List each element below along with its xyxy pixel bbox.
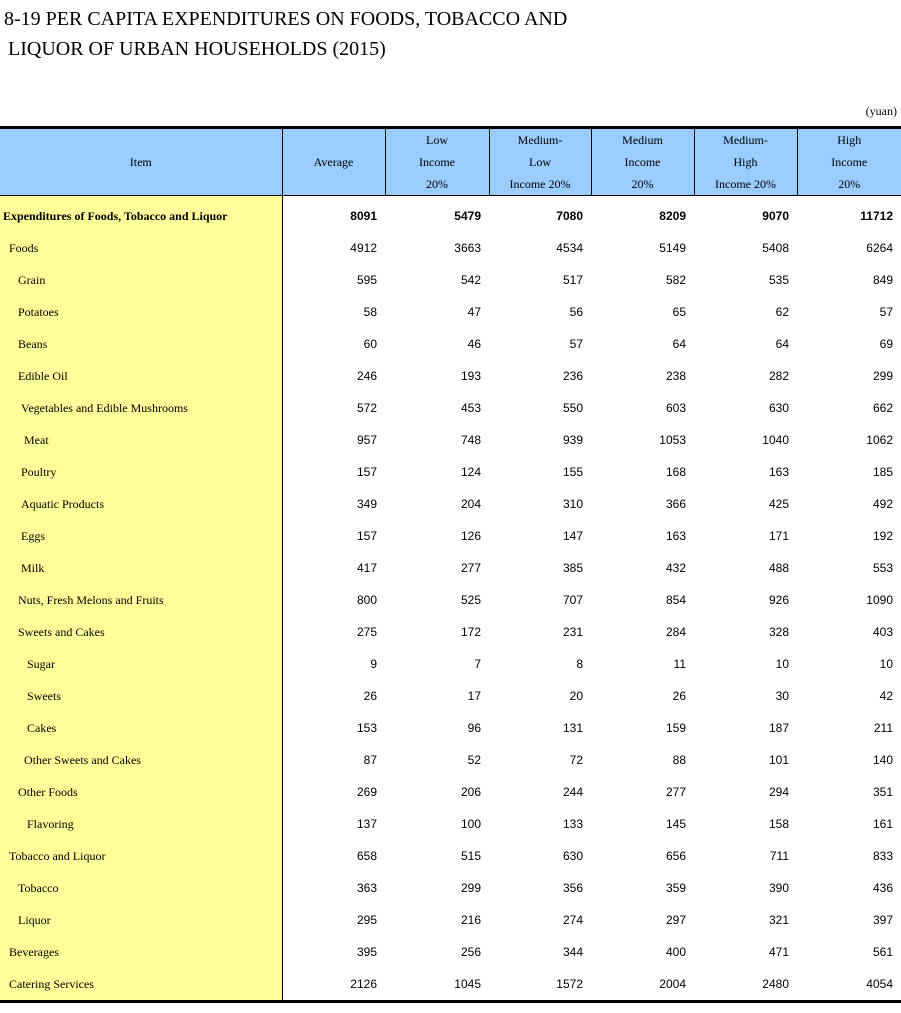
row-item-label: Catering Services xyxy=(0,968,282,1002)
row-value-cell: 62 xyxy=(775,305,789,319)
row-value-cell: 64 xyxy=(672,337,686,351)
row-value-cell: 5479 xyxy=(454,209,481,223)
row-value-cell: 101 xyxy=(768,753,789,767)
row-value-cell: 471 xyxy=(768,945,789,959)
row-value-cell: 349 xyxy=(356,497,377,511)
row-value-cell: 185 xyxy=(872,465,893,479)
row-item-label: Sweets xyxy=(0,680,282,712)
title-line-2: LIQUOR OF URBAN HOUSEHOLDS (2015) xyxy=(8,38,386,60)
table-row xyxy=(0,456,901,488)
row-value-cell: 572 xyxy=(356,401,377,415)
table-row xyxy=(0,744,901,776)
row-value-cell: 163 xyxy=(665,529,686,543)
row-value-cell: 206 xyxy=(460,785,481,799)
row-value-cell: 277 xyxy=(460,561,481,575)
row-value-cell: 939 xyxy=(562,433,583,447)
row-value-cell: 275 xyxy=(356,625,377,639)
row-value-cell: 707 xyxy=(562,593,583,607)
row-item-label: Edible Oil xyxy=(0,360,282,392)
row-item-label: Potatoes xyxy=(0,296,282,328)
row-value-cell: 603 xyxy=(665,401,686,415)
column-header-line: 20% xyxy=(631,177,654,191)
table-row xyxy=(0,264,901,296)
row-value-cell: 192 xyxy=(872,529,893,543)
column-header xyxy=(489,128,591,196)
row-value-cell: 1053 xyxy=(659,433,686,447)
row-value-cell: 436 xyxy=(872,881,893,895)
row-value-cell: 216 xyxy=(460,913,481,927)
table-row xyxy=(0,232,901,264)
row-value-cell: 4912 xyxy=(350,241,377,255)
row-value-cell: 417 xyxy=(356,561,377,575)
row-value-cell: 133 xyxy=(562,817,583,831)
row-value-cell: 100 xyxy=(460,817,481,831)
row-item-label: Vegetables and Edible Mushrooms xyxy=(0,392,282,424)
row-value-cell: 366 xyxy=(665,497,686,511)
column-header-line: Income xyxy=(419,155,455,169)
row-item-label: Aquatic Products xyxy=(0,488,282,520)
row-value-cell: 42 xyxy=(879,689,893,703)
row-item-label: Poultry xyxy=(0,456,282,488)
column-header xyxy=(797,128,901,196)
row-value-cell: 47 xyxy=(467,305,481,319)
row-value-cell: 833 xyxy=(872,849,893,863)
row-item-label: Other Sweets and Cakes xyxy=(0,744,282,776)
row-value-cell: 155 xyxy=(562,465,583,479)
row-value-cell: 187 xyxy=(768,721,789,735)
row-value-cell: 147 xyxy=(562,529,583,543)
row-value-cell: 157 xyxy=(356,529,377,543)
row-item-label: Expenditures of Foods, Tobacco and Liquor xyxy=(0,196,282,233)
row-value-cell: 211 xyxy=(873,721,893,735)
row-value-cell: 1062 xyxy=(866,433,893,447)
table-row xyxy=(0,936,901,968)
table-row xyxy=(0,328,901,360)
row-value-cell: 153 xyxy=(356,721,377,735)
row-value-cell: 957 xyxy=(356,433,377,447)
column-header-line: Income xyxy=(624,155,661,169)
row-value-cell: 1045 xyxy=(385,968,489,1002)
row-value-cell: 2480 xyxy=(694,968,797,1002)
table-title xyxy=(4,4,567,64)
row-value-cell: 351 xyxy=(872,785,893,799)
row-value-cell: 561 xyxy=(872,945,893,959)
row-value-cell: 64 xyxy=(775,337,789,351)
row-value-cell: 630 xyxy=(562,849,583,863)
column-header-line: Medium- xyxy=(517,133,563,147)
column-header-line: 20% xyxy=(838,177,861,191)
row-value-cell: 11712 xyxy=(860,209,893,223)
row-value-cell: 854 xyxy=(665,593,686,607)
row-value-cell: 525 xyxy=(460,593,481,607)
row-value-cell: 582 xyxy=(665,273,686,287)
row-item-label: Grain xyxy=(0,264,282,296)
row-value-cell: 8091 xyxy=(350,209,377,223)
table-row xyxy=(0,488,901,520)
row-value-cell: 385 xyxy=(562,561,583,575)
row-value-cell: 58 xyxy=(363,305,377,319)
row-value-cell: 515 xyxy=(460,849,481,863)
row-value-cell: 159 xyxy=(665,721,686,735)
row-item-label: Flavoring xyxy=(0,808,282,840)
row-value-cell: 46 xyxy=(467,337,481,351)
row-value-cell: 295 xyxy=(356,913,377,927)
table-row xyxy=(0,648,901,680)
row-value-cell: 161 xyxy=(872,817,893,831)
row-value-cell: 131 xyxy=(562,721,583,735)
header-row xyxy=(0,128,901,196)
title-line-1: 8-19 PER CAPITA EXPENDITURES ON FOODS, TOBACCO AND xyxy=(4,8,568,30)
table-row xyxy=(0,904,901,936)
table-row xyxy=(0,680,901,712)
row-value-cell: 6264 xyxy=(866,241,893,255)
row-value-cell: 1090 xyxy=(866,593,893,607)
table-row xyxy=(0,712,901,744)
row-value-cell: 246 xyxy=(356,369,377,383)
row-value-cell: 2126 xyxy=(282,968,385,1002)
row-value-cell: 397 xyxy=(872,913,893,927)
row-value-cell: 328 xyxy=(768,625,789,639)
row-item-label: Nuts, Fresh Melons and Fruits xyxy=(0,584,282,616)
row-value-cell: 390 xyxy=(768,881,789,895)
row-value-cell: 711 xyxy=(769,849,789,863)
row-item-label: Beans xyxy=(0,328,282,360)
table-row xyxy=(0,808,901,840)
row-item-label: Tobacco xyxy=(0,872,282,904)
column-header-line: Item xyxy=(129,155,152,169)
row-value-cell: 69 xyxy=(879,337,893,351)
row-item-label: Foods xyxy=(0,232,282,264)
row-value-cell: 163 xyxy=(768,465,789,479)
row-value-cell: 517 xyxy=(562,273,583,287)
row-value-cell: 60 xyxy=(363,337,377,351)
row-item-label: Liquor xyxy=(0,904,282,936)
row-value-cell: 11 xyxy=(673,657,686,671)
row-value-cell: 321 xyxy=(768,913,789,927)
table-row xyxy=(0,296,901,328)
table-row xyxy=(0,616,901,648)
table-row xyxy=(0,196,901,233)
row-value-cell: 553 xyxy=(872,561,893,575)
row-value-cell: 488 xyxy=(768,561,789,575)
column-header-line: Medium- xyxy=(723,133,768,147)
table-body xyxy=(0,196,901,1002)
column-header-line: Medium xyxy=(622,133,663,147)
row-value-cell: 595 xyxy=(356,273,377,287)
row-value-cell: 550 xyxy=(562,401,583,415)
row-value-cell: 126 xyxy=(460,529,481,543)
row-value-cell: 157 xyxy=(356,465,377,479)
row-value-cell: 88 xyxy=(672,753,686,767)
row-value-cell: 282 xyxy=(768,369,789,383)
row-value-cell: 492 xyxy=(872,497,893,511)
row-value-cell: 238 xyxy=(665,369,686,383)
column-header-line: High xyxy=(837,133,862,147)
column-header-line: Income xyxy=(831,155,868,169)
row-value-cell: 395 xyxy=(356,945,377,959)
table-row xyxy=(0,584,901,616)
row-value-cell: 65 xyxy=(672,305,686,319)
row-value-cell: 236 xyxy=(562,369,583,383)
row-value-cell: 193 xyxy=(460,369,481,383)
table-row xyxy=(0,872,901,904)
row-item-label: Sugar xyxy=(0,648,282,680)
row-value-cell: 1040 xyxy=(762,433,789,447)
row-value-cell: 662 xyxy=(872,401,893,415)
row-value-cell: 269 xyxy=(356,785,377,799)
row-value-cell: 299 xyxy=(872,369,893,383)
row-value-cell: 9070 xyxy=(762,209,789,223)
row-value-cell: 171 xyxy=(768,529,789,543)
row-value-cell: 72 xyxy=(569,753,583,767)
row-value-cell: 204 xyxy=(460,497,481,511)
row-value-cell: 535 xyxy=(768,273,789,287)
row-value-cell: 849 xyxy=(872,273,893,287)
row-value-cell: 432 xyxy=(665,561,686,575)
row-value-cell: 277 xyxy=(665,785,686,799)
expenditure-table xyxy=(0,126,901,1003)
column-header-line: Income 20% xyxy=(509,177,571,191)
row-value-cell: 800 xyxy=(356,593,377,607)
row-item-label: Milk xyxy=(0,552,282,584)
column-header xyxy=(0,128,282,196)
row-value-cell: 20 xyxy=(569,689,583,703)
row-value-cell: 4054 xyxy=(797,968,901,1002)
row-value-cell: 87 xyxy=(363,753,377,767)
row-value-cell: 52 xyxy=(467,753,481,767)
table-row xyxy=(0,776,901,808)
row-value-cell: 57 xyxy=(569,337,583,351)
row-value-cell: 124 xyxy=(460,465,481,479)
row-value-cell: 7 xyxy=(474,657,481,671)
row-value-cell: 256 xyxy=(460,945,481,959)
row-value-cell: 363 xyxy=(356,881,377,895)
row-value-cell: 4534 xyxy=(556,241,583,255)
table-row xyxy=(0,520,901,552)
row-value-cell: 137 xyxy=(356,817,377,831)
column-header xyxy=(591,128,694,196)
table-row xyxy=(0,968,901,1002)
row-value-cell: 244 xyxy=(562,785,583,799)
row-value-cell: 172 xyxy=(460,625,481,639)
row-item-label: Tobacco and Liquor xyxy=(0,840,282,872)
row-value-cell: 403 xyxy=(872,625,893,639)
column-header-line: Average xyxy=(313,155,354,169)
column-header-line: Low xyxy=(426,133,448,147)
row-value-cell: 284 xyxy=(665,625,686,639)
row-value-cell: 356 xyxy=(562,881,583,895)
row-value-cell: 294 xyxy=(768,785,789,799)
row-value-cell: 542 xyxy=(460,273,481,287)
row-value-cell: 297 xyxy=(665,913,686,927)
row-value-cell: 168 xyxy=(665,465,686,479)
row-value-cell: 344 xyxy=(562,945,583,959)
column-header-line: 20% xyxy=(426,177,448,191)
column-header-line: Low xyxy=(529,155,551,169)
row-value-cell: 425 xyxy=(768,497,789,511)
row-value-cell: 656 xyxy=(665,849,686,863)
row-value-cell: 5408 xyxy=(762,241,789,255)
row-value-cell: 10 xyxy=(775,657,789,671)
row-value-cell: 8209 xyxy=(659,209,686,223)
table-row xyxy=(0,840,901,872)
row-item-label: Other Foods xyxy=(0,776,282,808)
row-value-cell: 96 xyxy=(467,721,481,735)
row-value-cell: 3663 xyxy=(454,241,481,255)
column-header-line: High xyxy=(733,155,758,169)
row-value-cell: 359 xyxy=(665,881,686,895)
column-header xyxy=(385,128,489,196)
row-value-cell: 658 xyxy=(356,849,377,863)
row-item-label: Cakes xyxy=(0,712,282,744)
row-item-label: Beverages xyxy=(0,936,282,968)
row-value-cell: 140 xyxy=(872,753,893,767)
table-row xyxy=(0,360,901,392)
row-value-cell: 8 xyxy=(576,657,583,671)
row-value-cell: 2004 xyxy=(591,968,694,1002)
row-item-label: Eggs xyxy=(0,520,282,552)
row-value-cell: 630 xyxy=(768,401,789,415)
row-value-cell: 231 xyxy=(562,625,583,639)
row-value-cell: 926 xyxy=(768,593,789,607)
row-value-cell: 400 xyxy=(665,945,686,959)
column-header xyxy=(282,128,385,196)
row-value-cell: 5149 xyxy=(659,241,686,255)
row-value-cell: 274 xyxy=(562,913,583,927)
row-value-cell: 30 xyxy=(775,689,789,703)
table-row xyxy=(0,392,901,424)
row-value-cell: 1572 xyxy=(489,968,591,1002)
table-row xyxy=(0,424,901,456)
column-header xyxy=(694,128,797,196)
column-header-line: Income 20% xyxy=(715,177,776,191)
table-row xyxy=(0,552,901,584)
row-value-cell: 26 xyxy=(672,689,686,703)
row-value-cell: 7080 xyxy=(556,209,583,223)
row-value-cell: 310 xyxy=(562,497,583,511)
unit-label: (yuan) xyxy=(865,104,897,118)
row-item-label: Meat xyxy=(0,424,282,456)
row-value-cell: 748 xyxy=(460,433,481,447)
row-value-cell: 145 xyxy=(665,817,686,831)
row-value-cell: 26 xyxy=(363,689,377,703)
row-value-cell: 10 xyxy=(879,657,893,671)
row-value-cell: 453 xyxy=(460,401,481,415)
row-value-cell: 56 xyxy=(569,305,583,319)
row-value-cell: 9 xyxy=(370,657,377,671)
row-value-cell: 57 xyxy=(879,305,893,319)
row-item-label: Sweets and Cakes xyxy=(0,616,282,648)
row-value-cell: 158 xyxy=(768,817,789,831)
row-value-cell: 17 xyxy=(467,689,481,703)
row-value-cell: 299 xyxy=(460,881,481,895)
